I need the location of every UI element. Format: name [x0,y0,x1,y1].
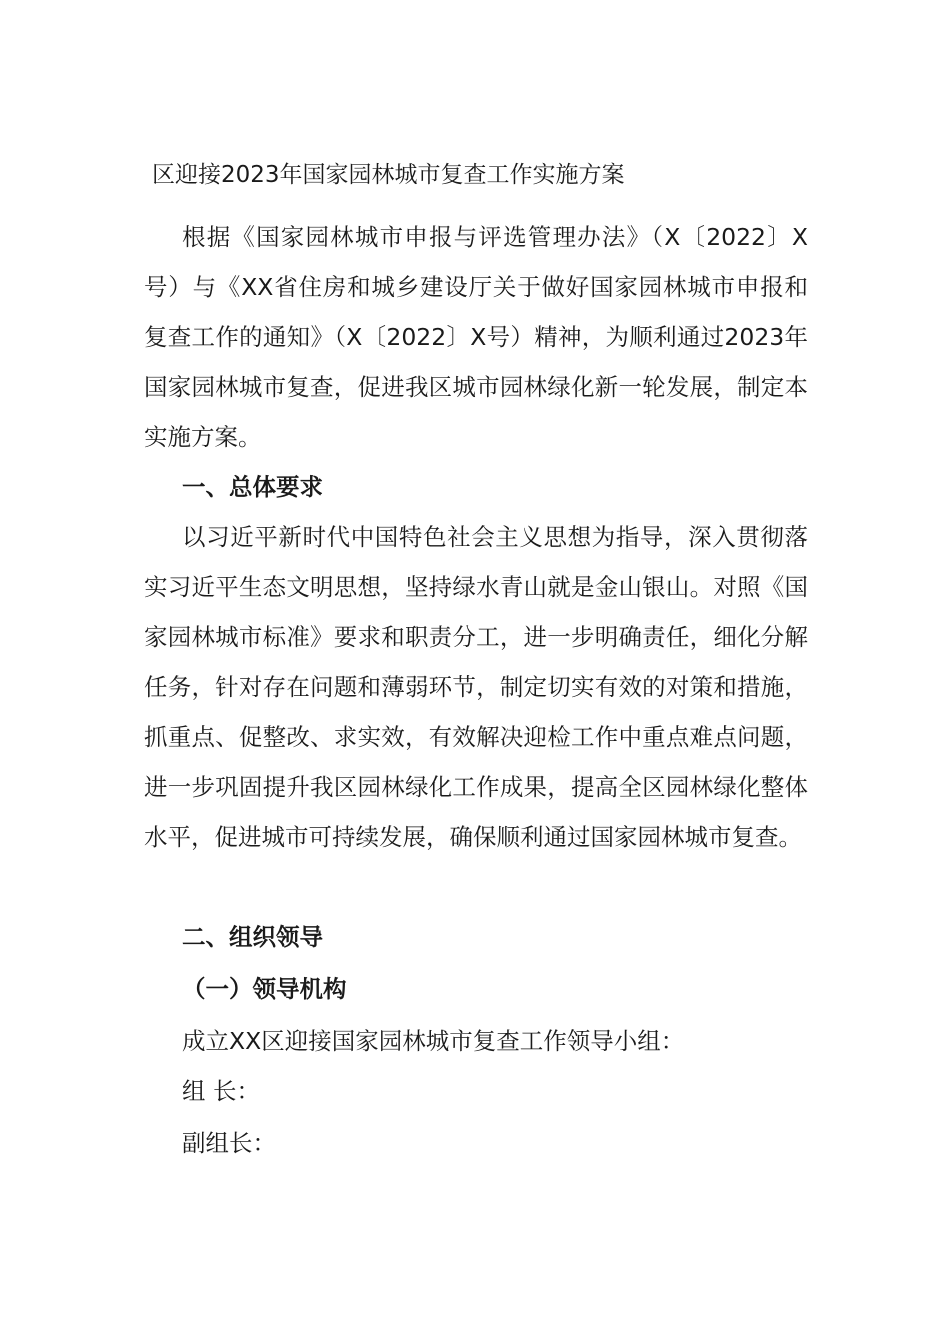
leader-label: 组 长： [182,1077,260,1105]
document-title: 区迎接2023年国家园林城市复查工作实施方案 [152,162,625,188]
section2-heading: 二、组织领导 [182,923,323,951]
group-intro-line: 成立XX区迎接国家园林城市复查工作领导小组： [182,1027,685,1055]
intro-paragraph: 根据《国家园林城市申报与评选管理办法》（X〔2022〕X号）与《XX省住房和城乡建设厅关于做好国家园林城市申报和复查工作的通知》（X〔2022〕X号）精神，为顺利通过2023年国家园林城市复查，促进我区城市园林绿化新一轮发展，制定本实施方案。 [144,223,808,451]
section1-heading: 一、总体要求 [182,473,323,501]
subsection1-heading: （一）领导机构 [182,975,347,1003]
section1-paragraph: 以习近平新时代中国特色社会主义思想为指导，深入贯彻落实习近平生态文明思想，坚持绿水青山就是金山银山。对照《国家园林城市标准》要求和职责分工，进一步明确责任，细化分解任务，针对存在问题和薄弱环节，制定切实有效的对策和措施，抓重点、促整改、求实效，有效解决迎检工作中重点难点问题，进一步巩固提升我区园林绿化工作成果，提高全区园林绿化整体水平，促进城市可持续发展，确保顺利通过国家园林城市复查。 [144,523,808,851]
deputy-leader-label: 副组长： [182,1129,276,1157]
